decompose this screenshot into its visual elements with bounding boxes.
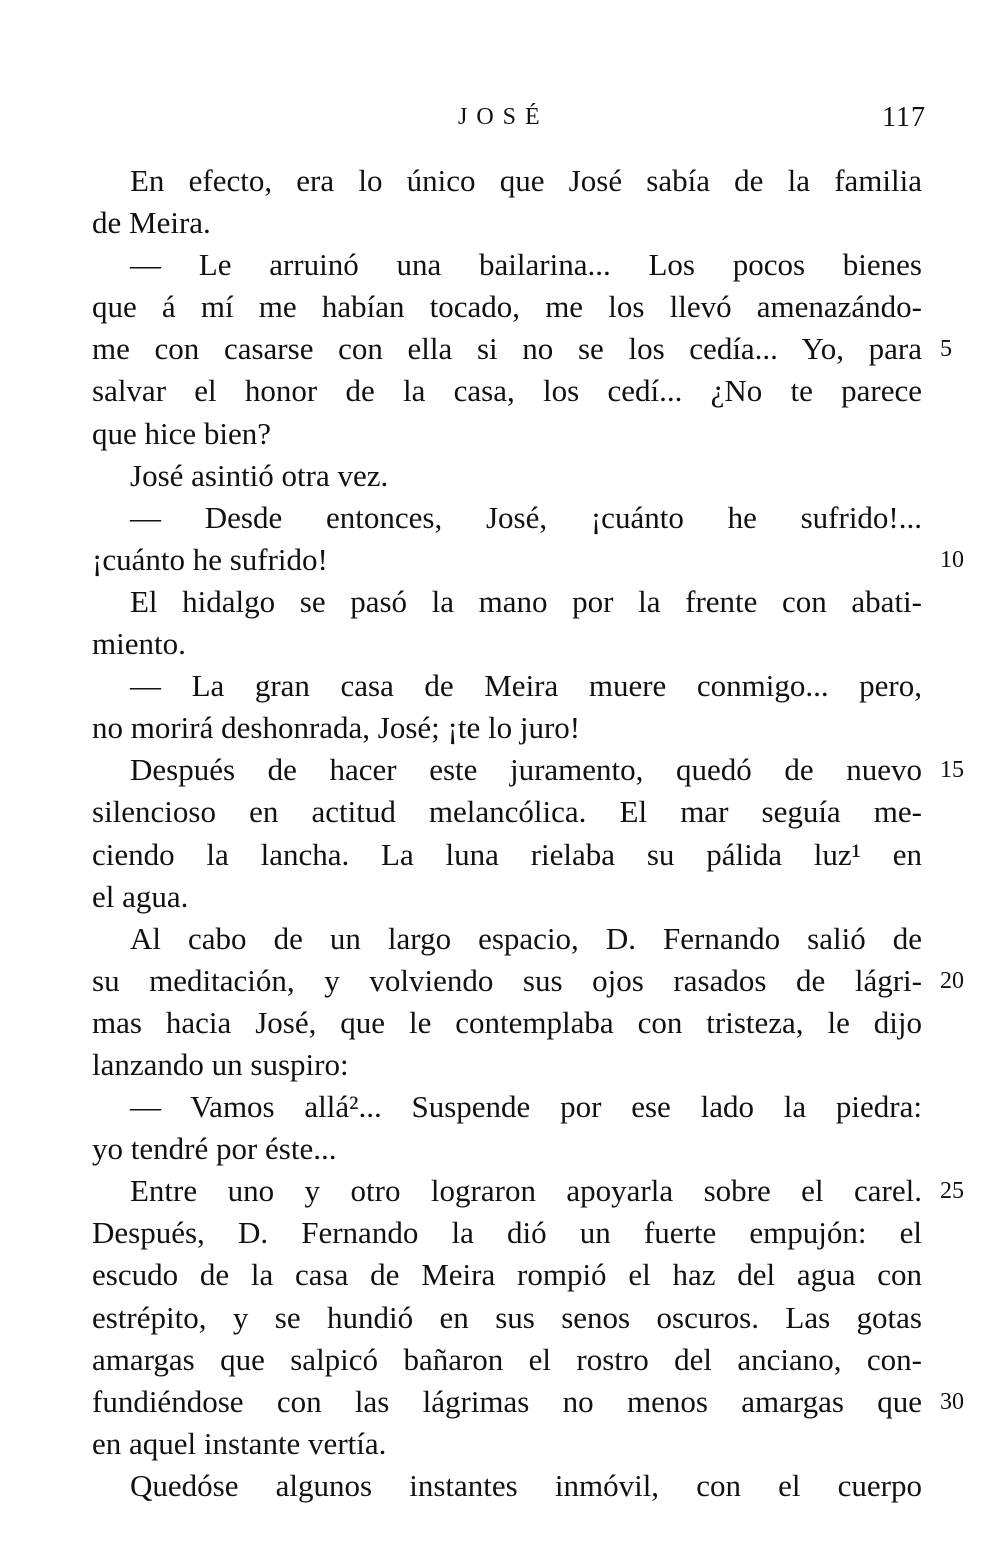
text-line-content: amargas que salpicó bañaron el rostro del anciano, con- [92,1341,922,1377]
text-line-content: yo tendré por éste... [92,1131,337,1167]
text-line [92,370,922,412]
text-line [92,202,922,244]
text-line-content: El hidalgo se pasó la mano por la frente con abati- [130,583,922,619]
page-number: 117 [882,102,926,133]
text-line [92,328,952,370]
text-line [92,960,964,1002]
text-line [92,1423,922,1465]
text-line [92,539,964,581]
text-line [92,1254,922,1296]
text-line [92,749,964,791]
text-line [92,455,922,497]
text-line [92,1086,922,1128]
text-line [92,623,922,665]
text-line [92,413,922,455]
text-line [92,1044,922,1086]
text-line [92,918,922,960]
text-line [92,1381,964,1423]
text-line-content: su meditación, y volviendo sus ojos rasados de lágri- [92,962,922,998]
text-line [92,1465,922,1507]
text-line-content: — Vamos allá²... Suspende por ese lado la piedra: [130,1089,922,1125]
line-number: 5 [940,336,952,363]
line-number: 15 [940,757,964,784]
text-line [92,834,922,876]
text-line-content: que á mí me habían tocado, me los llevó amenazándo- [92,289,922,325]
text-line-content: no morirá deshonrada, José; ¡te lo juro! [92,710,581,746]
text-line [92,1002,922,1044]
text-line-content: ¡cuánto he sufrido! [92,541,328,577]
text-line-content: fundiéndose con las lágrimas no menos amargas que [92,1383,922,1419]
text-line-content: En efecto, era lo único que José sabía de la familia [130,163,922,198]
text-line-content: ciendo la lancha. La luna rielaba su pálida luz¹ en [92,836,922,872]
text-line-content: lanzando un suspiro: [92,1046,349,1082]
text-line [92,707,922,749]
text-line [92,497,922,539]
text-line [92,665,922,707]
text-line-content: de Meira. [92,205,211,241]
text-line [92,286,922,328]
text-line [92,1339,922,1381]
text-line-content: escudo de la casa de Meira rompió el haz del agua con [92,1257,922,1293]
text-line-content: — Le arruinó una bailarina... Los pocos bienes [130,247,922,283]
line-number: 20 [940,967,964,994]
text-line [92,1212,922,1254]
text-line-content: estrépito, y se hundió en sus senos oscuros. Las gotas [92,1299,922,1335]
text-line [92,1297,922,1339]
body-text [92,160,964,1507]
text-line-content: José asintió otra vez. [130,457,389,493]
text-line-content: Al cabo de un largo espacio, D. Fernando salió de [130,920,922,956]
text-line-content: — La gran casa de Meira muere conmigo... pero, [130,668,922,704]
text-line [92,876,922,918]
text-line [92,1170,964,1212]
text-line-content: en aquel instante vertía. [92,1425,387,1461]
text-line-content: el agua. [92,878,189,914]
text-line-content: Entre uno y otro lograron apoyarla sobre el carel. [130,1173,922,1209]
text-line-content: Después, D. Fernando la dió un fuerte empujón: el [92,1215,922,1251]
text-line [92,244,922,286]
text-line [92,160,922,202]
text-line-content: miento. [92,626,186,662]
running-head: JOSÉ [458,104,549,130]
line-number: 30 [940,1388,964,1415]
text-line-content: — Desde entonces, José, ¡cuánto he sufrido!... [130,499,922,535]
text-line-content: me con casarse con ella si no se los cedía... Yo, para [92,331,922,367]
text-line [92,1128,922,1170]
text-line [92,791,922,833]
text-line-content: que hice bien? [92,415,272,451]
text-line-content: salvar el honor de la casa, los cedí... ¿No te parece [92,373,922,409]
text-line [92,581,922,623]
text-line-content: Quedóse algunos instantes inmóvil, con el cuerpo [130,1467,922,1503]
line-number: 25 [940,1178,964,1205]
text-line-content: silencioso en actitud melancólica. El mar seguía me- [92,794,922,830]
text-line-content: Después de hacer este juramento, quedó de nuevo [130,752,922,788]
page-header [0,100,1000,140]
text-line-content: mas hacia José, que le contemplaba con tristeza, le dijo [92,1004,922,1040]
line-number: 10 [940,546,964,573]
